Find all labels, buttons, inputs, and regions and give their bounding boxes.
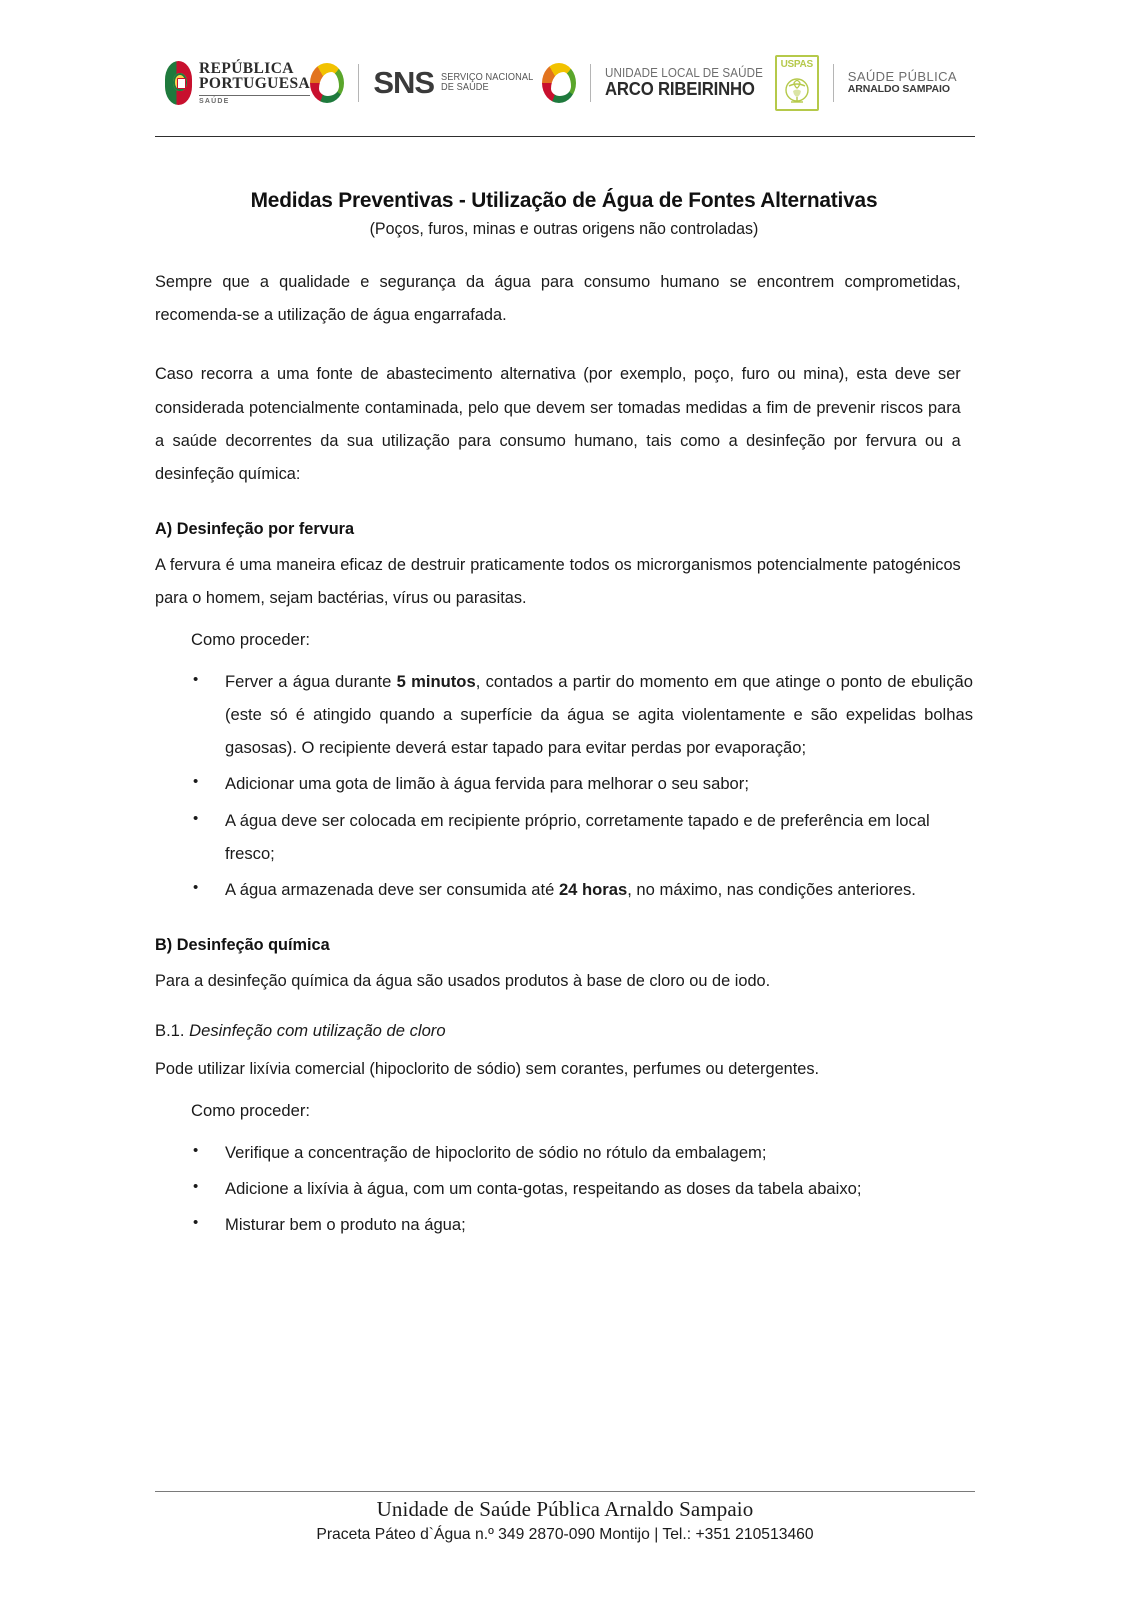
section-a-paragraph: A fervura é uma maneira eficaz de destruir praticamente todos os microrganismos potencialmente patogénicos para o homem, sejam bactérias, vírus ou parasitas.	[155, 554, 961, 607]
second-paragraph: Caso recorra a uma fonte de abastecimento alternativa (por exemplo, poço, furo ou mina), esta deve ser considerada potencialmente contaminada, pelo que devem ser tomadas medidas a fim de prevenir riscos para a saúde decorrentes da sua utilização para consumo humano, tais como a desinfeção por fervura ou a desinfeção química:	[155, 364, 961, 483]
uls-line1: UNIDADE LOCAL DE SAÚDE	[604, 66, 763, 81]
logo-uls-arco-ribeirinho	[542, 63, 775, 103]
section-b1-paragraph: Pode utilizar lixívia comercial (hipoclorito de sódio) sem corantes, perfumes ou detergentes.	[155, 1058, 820, 1078]
uspas-badge-label: USPAS	[780, 59, 813, 70]
intro-paragraph: Sempre que a qualidade e segurança da água para consumo humano se encontrem comprometidas, recomenda-se a utilização de água engarrafada.	[155, 272, 961, 325]
footer-divider-rule	[155, 1491, 975, 1492]
bullet-pre: Ferver a água durante	[225, 671, 397, 691]
uspas-line2: ARNALDO SAMPAIO	[847, 83, 950, 96]
logo-sns	[310, 63, 541, 103]
section-a-heading: A) Desinfeção por fervura	[155, 520, 355, 539]
sns-wordmark: SNS	[373, 65, 435, 101]
section-b1-title	[155, 1019, 973, 1044]
logo-uspas	[775, 55, 957, 111]
uls-swirl-icon	[542, 63, 576, 103]
sns-subtitle-line2: DE SAÚDE	[441, 82, 489, 93]
republica-portuguesa-text	[199, 61, 310, 106]
bullet-bold: 24 horas	[558, 879, 628, 899]
bullet-pre: A água deve ser colocada em recipiente próprio, corretamente tapado e de preferência em local fresco;	[225, 810, 930, 863]
section-b-heading: B) Desinfeção química	[155, 936, 330, 955]
section-b1-como-proceder: Como proceder:	[191, 1100, 310, 1120]
page-footer	[155, 1497, 975, 1544]
sns-subtitle	[441, 73, 541, 93]
republica-subtitle: SAÚDE	[199, 98, 230, 106]
section-b1-italic-title: Desinfeção com utilização de cloro	[189, 1020, 446, 1040]
uspas-text	[848, 70, 957, 96]
bullet-pre: Adicione a lixívia à água, com um conta-gotas, respeitando as doses da tabela abaixo;	[225, 1178, 862, 1198]
sns-divider	[358, 64, 359, 102]
footer-address: Praceta Páteo d`Água n.º 349 2870-090 Montijo | Tel.: +351 210513460	[316, 1526, 814, 1543]
bullet-pre: Misturar bem o produto na água;	[225, 1215, 466, 1235]
sns-subtitle-line1: SERVIÇO NACIONAL	[441, 71, 534, 83]
section-a-bullet-list	[155, 665, 973, 906]
section-a-como-proceder: Como proceder:	[191, 629, 310, 649]
logo-republica-portuguesa	[165, 61, 310, 106]
republica-divider	[199, 95, 310, 97]
section-b1-label: B.1.	[155, 1020, 190, 1040]
footer-title: Unidade de Saúde Pública Arnaldo Sampaio	[376, 1497, 754, 1521]
list-item	[155, 804, 973, 870]
list-item	[155, 1136, 973, 1169]
list-item	[155, 1208, 973, 1241]
uls-divider	[590, 64, 591, 102]
document-content	[155, 188, 973, 1244]
bullet-bold: 5 minutos	[396, 671, 476, 691]
republica-line2: PORTUGUESA	[199, 75, 311, 93]
list-item	[155, 767, 973, 800]
portugal-flag-icon	[165, 61, 192, 105]
bullet-post: , no máximo, nas condições anteriores.	[627, 879, 916, 899]
bullet-pre: Adicionar uma gota de limão à água fervida para melhorar o seu sabor;	[225, 774, 749, 794]
page-subtitle: (Poços, furos, minas e outras origens não controladas)	[369, 220, 759, 238]
list-item	[155, 665, 973, 765]
header-divider-rule	[155, 136, 975, 137]
list-item	[155, 1172, 973, 1205]
republica-line1: REPÚBLICA	[199, 59, 294, 77]
bullet-pre: Verifique a concentração de hipoclorito de sódio no rótulo da embalagem;	[225, 1142, 767, 1162]
list-item	[155, 873, 973, 906]
bullet-pre: A água armazenada deve ser consumida até	[225, 879, 559, 899]
bullet-post: , contados a partir do momento em que atinge o ponto de ebulição (este só é atingido quando a superfície da água se agita violentamente e são expelidas bolhas gasosas). O recipiente deverá estar tapado para evitar perdas por evaporação;	[225, 671, 973, 758]
sns-swirl-icon	[310, 63, 344, 103]
section-b-paragraph: Para a desinfeção química da água são usados produtos à base de cloro ou de iodo.	[155, 970, 771, 990]
uspas-bowl-serpent-icon	[782, 73, 812, 105]
uls-line2: ARCO RIBEIRINHO	[604, 79, 755, 100]
uspas-badge-icon	[775, 55, 819, 111]
uls-text	[605, 67, 775, 98]
uspas-line1: SAÚDE PÚBLICA	[847, 69, 957, 85]
section-b1-bullet-list	[155, 1136, 973, 1242]
header-logo-band	[155, 38, 975, 128]
uspas-divider	[833, 64, 834, 102]
page-title: Medidas Preventivas - Utilização de Água de Fontes Alternativas	[250, 188, 878, 212]
